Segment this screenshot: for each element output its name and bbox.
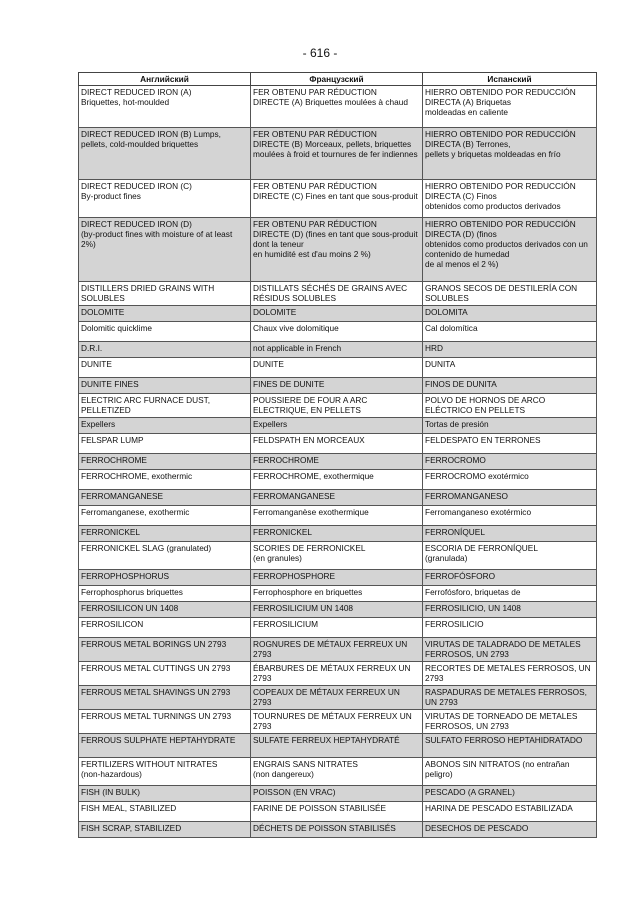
table-row bbox=[79, 802, 597, 822]
cell-text: Expellers bbox=[253, 419, 288, 429]
cell-text: FERROUS SULPHATE HEPTAHYDRATE bbox=[81, 735, 236, 745]
cell-spanish bbox=[423, 282, 597, 306]
table-row bbox=[79, 180, 597, 218]
cell-spanish bbox=[423, 306, 597, 322]
cell-text: GRANOS SECOS DE DESTILERÍA CON SOLUBLES bbox=[425, 283, 578, 303]
cell-text: FERROFÓSFORO bbox=[425, 571, 496, 581]
table-row bbox=[79, 638, 597, 662]
cell-french bbox=[251, 618, 423, 638]
table-row bbox=[79, 786, 597, 802]
cell-english bbox=[79, 526, 251, 542]
cell-spanish bbox=[423, 86, 597, 128]
cell-english bbox=[79, 786, 251, 802]
cell-spanish bbox=[423, 802, 597, 822]
cell-english bbox=[79, 490, 251, 506]
cell-spanish bbox=[423, 710, 597, 734]
cell-english bbox=[79, 822, 251, 838]
header-spanish: Испанский bbox=[423, 73, 597, 86]
cell-text: not applicable in French bbox=[253, 343, 342, 353]
table-row bbox=[79, 128, 597, 180]
cell-french bbox=[251, 86, 423, 128]
cell-english bbox=[79, 758, 251, 786]
table-row bbox=[79, 86, 597, 128]
cell-text: FERROCHROME, exothermique bbox=[253, 471, 374, 481]
cell-text: FERRONICKEL bbox=[253, 527, 313, 537]
table-body bbox=[79, 86, 597, 838]
cell-text: pellets y briquetas moldeadas en frío bbox=[425, 149, 561, 159]
cell-text: Dolomitic quicklime bbox=[81, 323, 153, 333]
cell-text: DOLOMITE bbox=[253, 307, 297, 317]
cell-text: ELECTRIC ARC FURNACE DUST, PELLETIZED bbox=[81, 395, 211, 415]
cell-text: ROGNURES DE MÉTAUX FERREUX UN 2793 bbox=[253, 639, 408, 659]
cell-spanish bbox=[423, 378, 597, 394]
cell-spanish bbox=[423, 128, 597, 180]
cell-text: FERROMANGANESO bbox=[425, 491, 508, 501]
cell-text: HIERRO OBTENIDO POR REDUCCIÓN DIRECTA (A) Briquetas bbox=[425, 87, 576, 107]
cell-english bbox=[79, 454, 251, 470]
cell-english bbox=[79, 638, 251, 662]
cell-text: FELDESPATO EN TERRONES bbox=[425, 435, 541, 445]
cell-spanish bbox=[423, 418, 597, 434]
cell-text: DUNITE bbox=[253, 359, 284, 369]
cell-spanish bbox=[423, 662, 597, 686]
cell-text: PESCADO (A GRANEL) bbox=[425, 787, 515, 797]
cell-text: DIRECT REDUCED IRON (B) Lumps, pellets, cold-moulded briquettes bbox=[81, 129, 221, 149]
cell-text: obtenidos como productos derivados con un contenido de humedad bbox=[425, 239, 588, 259]
cell-text: (en granules) bbox=[253, 553, 302, 563]
cell-text: FER OBTENU PAR RÉDUCTION bbox=[253, 129, 377, 139]
cell-french bbox=[251, 586, 423, 602]
cell-french bbox=[251, 180, 423, 218]
cell-text: DIRECT REDUCED IRON (C) bbox=[81, 181, 192, 191]
page-number: - 616 - bbox=[302, 46, 338, 60]
cell-text: FISH SCRAP, STABILIZED bbox=[81, 823, 182, 833]
cell-text: DUNITA bbox=[425, 359, 456, 369]
cell-french bbox=[251, 802, 423, 822]
cell-spanish bbox=[423, 470, 597, 490]
cell-english bbox=[79, 306, 251, 322]
glossary-table bbox=[78, 72, 597, 838]
table-row bbox=[79, 378, 597, 394]
cell-english bbox=[79, 180, 251, 218]
table-row bbox=[79, 822, 597, 838]
cell-text: Ferrofósforo, briquetas de bbox=[425, 587, 521, 597]
cell-spanish bbox=[423, 822, 597, 838]
cell-text: FERROSILICIO bbox=[425, 619, 484, 629]
cell-spanish bbox=[423, 586, 597, 602]
cell-text: FINOS DE DUNITA bbox=[425, 379, 497, 389]
cell-text: HRD bbox=[425, 343, 443, 353]
cell-french bbox=[251, 542, 423, 570]
cell-spanish bbox=[423, 454, 597, 470]
cell-text: FELSPAR LUMP bbox=[81, 435, 144, 445]
cell-french bbox=[251, 470, 423, 490]
table-row bbox=[79, 586, 597, 602]
cell-english bbox=[79, 218, 251, 282]
cell-text: DISTILLERS DRIED GRAINS WITH SOLUBLES bbox=[81, 283, 215, 303]
table-row bbox=[79, 418, 597, 434]
cell-text: Briquettes, hot-moulded bbox=[81, 97, 170, 107]
cell-text: DIRECTE (C) Fines en tant que sous-produit bbox=[253, 191, 418, 201]
cell-spanish bbox=[423, 638, 597, 662]
cell-english bbox=[79, 542, 251, 570]
cell-text: (granulada) bbox=[425, 553, 468, 563]
table-row bbox=[79, 686, 597, 710]
cell-text: moldeadas en caliente bbox=[425, 107, 509, 117]
cell-spanish bbox=[423, 506, 597, 526]
cell-text: FELDSPATH EN MORCEAUX bbox=[253, 435, 365, 445]
table-row bbox=[79, 434, 597, 454]
cell-text: VIRUTAS DE TORNEADO DE METALES FERROSOS, UN 2793 bbox=[425, 711, 578, 731]
cell-french bbox=[251, 378, 423, 394]
cell-text: FERROCHROME, exothermic bbox=[81, 471, 193, 481]
table-row bbox=[79, 710, 597, 734]
cell-text: FERROPHOSPHORUS bbox=[81, 571, 170, 581]
cell-text: DUNITE FINES bbox=[81, 379, 139, 389]
table-row bbox=[79, 470, 597, 490]
cell-text: (by-product fines with moisture of at least 2%) bbox=[81, 229, 233, 249]
cell-text: FERRONICKEL SLAG (granulated) bbox=[81, 543, 212, 553]
cell-text: FISH MEAL, STABILIZED bbox=[81, 803, 177, 813]
header-french: Французский bbox=[251, 73, 423, 86]
cell-french bbox=[251, 358, 423, 378]
header-row bbox=[79, 73, 597, 86]
cell-french bbox=[251, 602, 423, 618]
cell-spanish bbox=[423, 758, 597, 786]
cell-text: FERROSILICIUM bbox=[253, 619, 318, 629]
cell-text: FERRONICKEL bbox=[81, 527, 141, 537]
cell-text: D.R.I. bbox=[81, 343, 103, 353]
cell-spanish bbox=[423, 786, 597, 802]
cell-text: FER OBTENU PAR RÉDUCTION bbox=[253, 219, 377, 229]
cell-english bbox=[79, 434, 251, 454]
cell-french bbox=[251, 662, 423, 686]
cell-text: SULFATO FERROSO HEPTAHIDRATADO bbox=[425, 735, 583, 745]
cell-text: FERRONÍQUEL bbox=[425, 527, 485, 537]
cell-text: HIERRO OBTENIDO POR REDUCCIÓN DIRECTA (B) Terrones, bbox=[425, 129, 576, 149]
cell-french bbox=[251, 786, 423, 802]
cell-text: FERROCROMO bbox=[425, 455, 486, 465]
cell-text: FERROSILICON bbox=[81, 619, 144, 629]
cell-text: DOLOMITA bbox=[425, 307, 468, 317]
cell-text: FERTILIZERS WITHOUT NITRATES bbox=[81, 759, 218, 769]
cell-text: FERROSILICIO, UN 1408 bbox=[425, 603, 521, 613]
cell-text: FERROCHROME bbox=[253, 455, 319, 465]
cell-text: VIRUTAS DE TALADRADO DE METALES FERROSOS, UN 2793 bbox=[425, 639, 581, 659]
cell-french bbox=[251, 128, 423, 180]
cell-french bbox=[251, 638, 423, 662]
cell-english bbox=[79, 710, 251, 734]
table-row bbox=[79, 394, 597, 418]
cell-french bbox=[251, 526, 423, 542]
table-row bbox=[79, 506, 597, 526]
cell-text: COPEAUX DE MÉTAUX FERREUX UN 2793 bbox=[253, 687, 400, 707]
cell-text: FERROMANGANESE bbox=[253, 491, 336, 501]
cell-text: Ferromanganese, exothermic bbox=[81, 507, 190, 517]
cell-spanish bbox=[423, 686, 597, 710]
cell-text: DIRECT REDUCED IRON (A) bbox=[81, 87, 192, 97]
cell-english bbox=[79, 470, 251, 490]
cell-french bbox=[251, 686, 423, 710]
cell-french bbox=[251, 454, 423, 470]
cell-text: DISTILLATS SÉCHÉS DE GRAINS AVEC RÉSIDUS SOLUBLES bbox=[253, 283, 408, 303]
cell-text: ESCORIA DE FERRONÍQUEL bbox=[425, 543, 538, 553]
cell-text: FISH (IN BULK) bbox=[81, 787, 141, 797]
cell-text: DIRECTE (A) Briquettes moulées à chaud bbox=[253, 97, 408, 107]
table-row bbox=[79, 526, 597, 542]
cell-text: FERROMANGANESE bbox=[81, 491, 164, 501]
cell-text: FER OBTENU PAR RÉDUCTION bbox=[253, 87, 377, 97]
cell-text: de al menos el 2 %) bbox=[425, 259, 499, 269]
table-row bbox=[79, 490, 597, 506]
cell-spanish bbox=[423, 218, 597, 282]
table-row bbox=[79, 358, 597, 378]
cell-french bbox=[251, 342, 423, 358]
table-row bbox=[79, 218, 597, 282]
cell-english bbox=[79, 86, 251, 128]
cell-english bbox=[79, 618, 251, 638]
cell-spanish bbox=[423, 490, 597, 506]
cell-text: FINES DE DUNITE bbox=[253, 379, 325, 389]
cell-text: FER OBTENU PAR RÉDUCTION bbox=[253, 181, 377, 191]
cell-text: HARINA DE PESCADO ESTABILIZADA bbox=[425, 803, 573, 813]
cell-text: POUSSIERE DE FOUR A ARC ELECTRIQUE, EN PELLETS bbox=[253, 395, 368, 415]
cell-spanish bbox=[423, 542, 597, 570]
cell-text: HIERRO OBTENIDO POR REDUCCIÓN DIRECTA (C) Finos bbox=[425, 181, 576, 201]
table-row bbox=[79, 306, 597, 322]
cell-text: Ferromanganeso exotérmico bbox=[425, 507, 532, 517]
cell-text: ABONOS SIN NITRATOS (no entrañan peligro) bbox=[425, 759, 570, 779]
cell-text: RECORTES DE METALES FERROSOS, UN 2793 bbox=[425, 663, 591, 683]
cell-english bbox=[79, 342, 251, 358]
table-row bbox=[79, 542, 597, 570]
cell-text: FERROUS METAL BORINGS UN 2793 bbox=[81, 639, 227, 649]
cell-french bbox=[251, 734, 423, 758]
cell-french bbox=[251, 282, 423, 306]
cell-french bbox=[251, 434, 423, 454]
cell-text: SCORIES DE FERRONICKEL bbox=[253, 543, 366, 553]
cell-text: TOURNURES DE MÉTAUX FERREUX UN 2793 bbox=[253, 711, 412, 731]
header-english: Английский bbox=[79, 73, 251, 86]
table-row bbox=[79, 758, 597, 786]
cell-english bbox=[79, 378, 251, 394]
cell-french bbox=[251, 710, 423, 734]
cell-text: FARINE DE POISSON STABILISÉE bbox=[253, 803, 387, 813]
cell-english bbox=[79, 418, 251, 434]
cell-text: (non-hazardous) bbox=[81, 769, 142, 779]
cell-english bbox=[79, 686, 251, 710]
cell-french bbox=[251, 394, 423, 418]
table-row bbox=[79, 602, 597, 618]
cell-text: ENGRAIS SANS NITRATES bbox=[253, 759, 358, 769]
cell-spanish bbox=[423, 618, 597, 638]
table-row bbox=[79, 662, 597, 686]
cell-text: DIRECT REDUCED IRON (D) bbox=[81, 219, 192, 229]
cell-french bbox=[251, 322, 423, 342]
cell-english bbox=[79, 586, 251, 602]
cell-text: FERROCROMO exotérmico bbox=[425, 471, 529, 481]
cell-spanish bbox=[423, 570, 597, 586]
cell-text: POISSON (EN VRAC) bbox=[253, 787, 336, 797]
cell-text: HIERRO OBTENIDO POR REDUCCIÓN DIRECTA (D) (finos bbox=[425, 219, 576, 239]
cell-text: Ferrophosphorus briquettes bbox=[81, 587, 183, 597]
cell-english bbox=[79, 394, 251, 418]
cell-english bbox=[79, 802, 251, 822]
cell-english bbox=[79, 128, 251, 180]
table-row bbox=[79, 734, 597, 758]
table-row bbox=[79, 282, 597, 306]
table-row bbox=[79, 618, 597, 638]
cell-text: DOLOMITE bbox=[81, 307, 125, 317]
cell-spanish bbox=[423, 322, 597, 342]
cell-spanish bbox=[423, 526, 597, 542]
cell-text: FERROCHROME bbox=[81, 455, 147, 465]
cell-text: Tortas de presión bbox=[425, 419, 489, 429]
cell-english bbox=[79, 734, 251, 758]
cell-english bbox=[79, 322, 251, 342]
cell-text: en humidité est d'au moins 2 %) bbox=[253, 249, 371, 259]
cell-english bbox=[79, 602, 251, 618]
cell-spanish bbox=[423, 434, 597, 454]
cell-french bbox=[251, 418, 423, 434]
cell-spanish bbox=[423, 342, 597, 358]
cell-text: Ferromanganèse exothermique bbox=[253, 507, 369, 517]
cell-text: FERROSILICIUM UN 1408 bbox=[253, 603, 354, 613]
table-row bbox=[79, 454, 597, 470]
cell-text: By-product fines bbox=[81, 191, 141, 201]
cell-text: (non dangereux) bbox=[253, 769, 314, 779]
cell-text: DIRECTE (D) (fines en tant que sous-produit dont la teneur bbox=[253, 229, 418, 249]
cell-text: Cal dolomítica bbox=[425, 323, 478, 333]
cell-english bbox=[79, 282, 251, 306]
cell-text: Expellers bbox=[81, 419, 116, 429]
cell-text: Chaux vive dolomitique bbox=[253, 323, 339, 333]
cell-text: DÉCHETS DE POISSON STABILISÉS bbox=[253, 823, 396, 833]
cell-text: ÉBARBURES DE MÉTAUX FERREUX UN 2793 bbox=[253, 663, 411, 683]
cell-english bbox=[79, 506, 251, 526]
cell-english bbox=[79, 662, 251, 686]
cell-french bbox=[251, 218, 423, 282]
table-row bbox=[79, 342, 597, 358]
cell-spanish bbox=[423, 602, 597, 618]
cell-spanish bbox=[423, 180, 597, 218]
table-row bbox=[79, 322, 597, 342]
cell-french bbox=[251, 306, 423, 322]
cell-spanish bbox=[423, 734, 597, 758]
cell-text: FERROUS METAL SHAVINGS UN 2793 bbox=[81, 687, 231, 697]
cell-text: RASPADURAS DE METALES FERROSOS, UN 2793 bbox=[425, 687, 587, 707]
cell-french bbox=[251, 758, 423, 786]
cell-spanish bbox=[423, 394, 597, 418]
table-row bbox=[79, 570, 597, 586]
cell-french bbox=[251, 570, 423, 586]
cell-english bbox=[79, 358, 251, 378]
cell-text: Ferrophosphore en briquettes bbox=[253, 587, 363, 597]
cell-french bbox=[251, 490, 423, 506]
cell-text: obtenidos como productos derivados bbox=[425, 201, 561, 211]
cell-text: POLVO DE HORNOS DE ARCO ELÉCTRICO EN PELLETS bbox=[425, 395, 546, 415]
cell-text: FERROSILICON UN 1408 bbox=[81, 603, 179, 613]
cell-english bbox=[79, 570, 251, 586]
cell-text: DESECHOS DE PESCADO bbox=[425, 823, 529, 833]
cell-text: DUNITE bbox=[81, 359, 112, 369]
cell-text: FERROUS METAL CUTTINGS UN 2793 bbox=[81, 663, 231, 673]
cell-text: DIRECTE (B) Morceaux, pellets, briquettes moulées à froid et tournures de fer indiennes bbox=[253, 139, 418, 159]
cell-french bbox=[251, 822, 423, 838]
table-header bbox=[79, 73, 597, 86]
cell-french bbox=[251, 506, 423, 526]
cell-text: FERROUS METAL TURNINGS UN 2793 bbox=[81, 711, 232, 721]
cell-spanish bbox=[423, 358, 597, 378]
cell-text: FERROPHOSPHORE bbox=[253, 571, 336, 581]
cell-text: SULFATE FERREUX HEPTAHYDRATÉ bbox=[253, 735, 400, 745]
